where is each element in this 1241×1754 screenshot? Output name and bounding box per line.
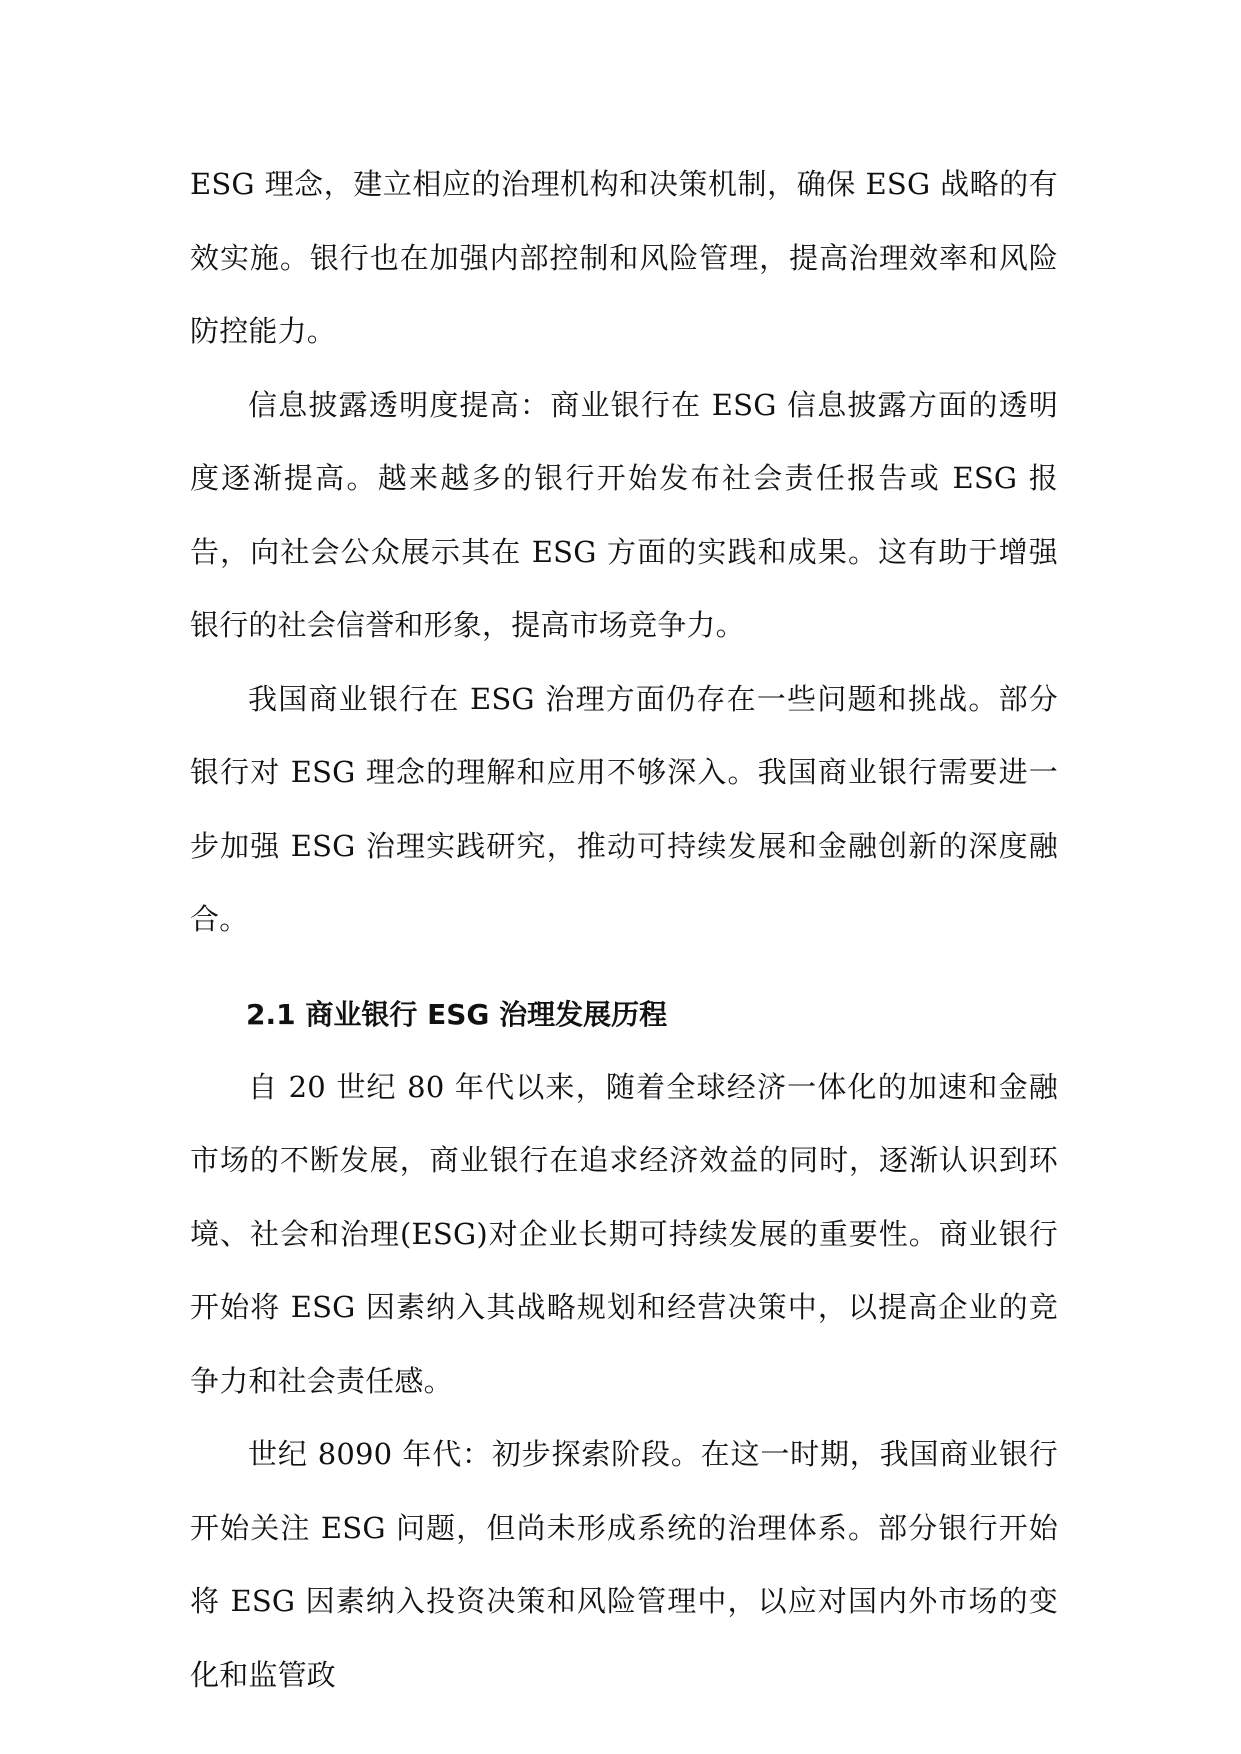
document-body xyxy=(190,148,1058,1712)
paragraph-disclosure-transparency: 信息披露透明度提高：商业银行在 ESG 信息披露方面的透明度逐渐提高。越来越多的银行开始发布社会责任报告或 ESG 报告，向社会公众展示其在 ESG 方面的实践和成果。这有助于增强银行的社会信誉和形象，提高市场竞争力。 xyxy=(190,387,1058,642)
section-heading: 2.1 商业银行 ESG 治理发展历程 xyxy=(246,997,668,1031)
paragraph-problems-challenges: 我国商业银行在 ESG 治理方面仍存在一些问题和挑战。部分银行对 ESG 理念的理解和应用不够深入。我国商业银行需要进一步加强 ESG 治理实践研究，推动可持续发展和金融创新的深度融合。 xyxy=(190,681,1058,936)
paragraph-exploration-stage: 世纪 8090 年代：初步探索阶段。在这一时期，我国商业银行开始关注 ESG 问题，但尚未形成系统的治理体系。部分银行开始将 ESG 因素纳入投资决策和风险管理中，以应对国内外市场的变化和监管政 xyxy=(190,1437,1058,1692)
paragraph-history-intro: 自 20 世纪 80 年代以来，随着全球经济一体化的加速和金融市场的不断发展，商业银行在追求经济效益的同时，逐渐认识到环境、社会和治理(ESG)对企业长期可持续发展的重要性。商业银行开始将 ESG 因素纳入其战略规划和经营决策中，以提高企业的竞争力和社会责任感。 xyxy=(190,1069,1058,1398)
paragraph-continued: ESG 理念，建立相应的治理机构和决策机制，确保 ESG 战略的有效实施。银行也在加强内部控制和风险管理，提高治理效率和风险防控能力。 xyxy=(190,167,1058,348)
